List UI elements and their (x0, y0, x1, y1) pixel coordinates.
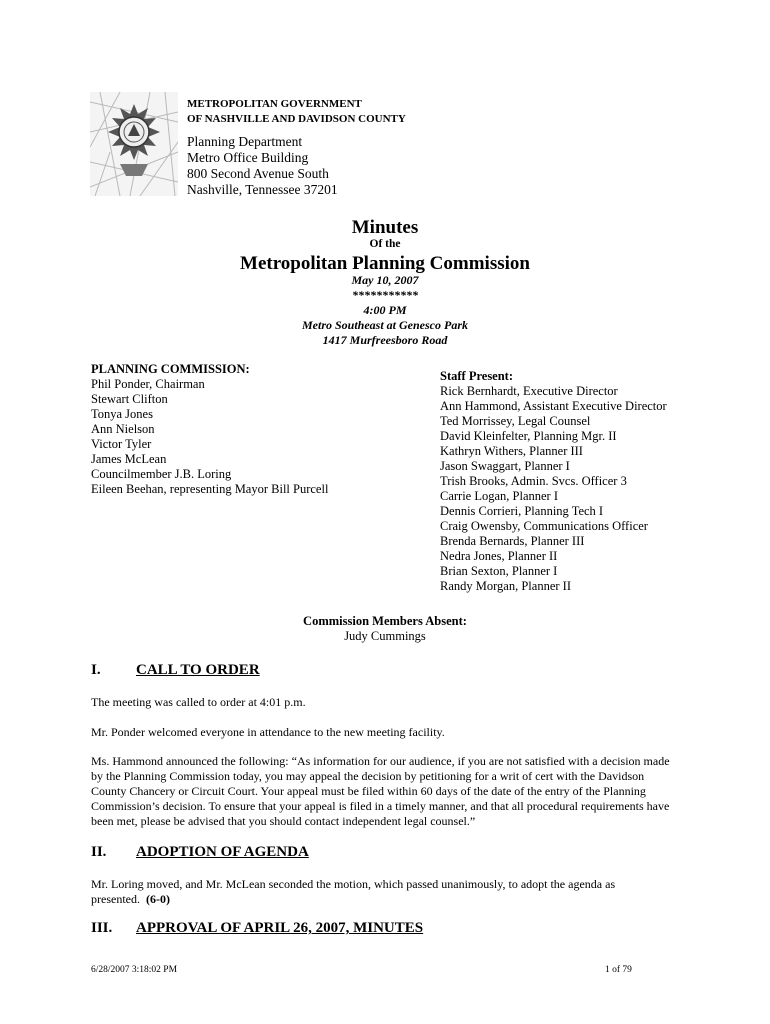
absent-heading: Commission Members Absent: (303, 614, 467, 628)
staff-member: Ted Morrissey, Legal Counsel (440, 414, 591, 428)
staff-member: Craig Owensby, Communications Officer (440, 519, 648, 533)
staff-member: Brenda Bernards, Planner III (440, 534, 585, 548)
separator-stars: *********** (352, 288, 418, 302)
commission-member: Ann Nielson (91, 422, 155, 436)
section-heading-adoption-of-agenda (91, 844, 309, 861)
vote-count: (6-0) (145, 892, 170, 906)
paragraph: Mr. Ponder welcomed everyone in attendance to the new meeting facility. (91, 725, 445, 739)
staff-member: Dennis Corrieri, Planning Tech I (440, 504, 604, 518)
org-line-1: METROPOLITAN GOVERNMENT (187, 98, 362, 110)
metro-seal-logo (90, 92, 178, 196)
commission-member: Eileen Beehan, representing Mayor Bill Purcell (91, 482, 329, 496)
staff-member: David Kleinfelter, Planning Mgr. II (440, 429, 617, 443)
doc-commission-name: Metropolitan Planning Commission (240, 253, 530, 274)
staff-member: Carrie Logan, Planner I (440, 489, 559, 503)
absent-member: Judy Cummings (344, 629, 426, 643)
paragraph (91, 877, 681, 907)
section-number: I. (91, 662, 101, 678)
commission-member: Phil Ponder, Chairman (91, 377, 205, 391)
commission-member: Victor Tyler (91, 437, 152, 451)
meeting-street: 1417 Murfreesboro Road (322, 333, 448, 347)
commission-member: Tonya Jones (91, 407, 153, 421)
paragraph-text: Mr. Loring moved, and Mr. McLean seconded the motion, which passed unanimously, to adopt the agenda as presented. (91, 877, 616, 906)
staff-member: Trish Brooks, Admin. Svcs. Officer 3 (440, 474, 627, 488)
address-line: Nashville, Tennessee 37201 (187, 182, 338, 197)
staff-member: Randy Morgan, Planner II (440, 579, 571, 593)
section-title: CALL TO ORDER (136, 662, 260, 678)
paragraph: The meeting was called to order at 4:01 p.m. (91, 695, 306, 709)
staff-member: Jason Swaggart, Planner I (440, 459, 570, 473)
org-name (187, 97, 406, 127)
staff-member: Nedra Jones, Planner II (440, 549, 558, 563)
org-line-2: OF NASHVILLE AND DAVIDSON COUNTY (187, 113, 406, 125)
staff-member: Rick Bernhardt, Executive Director (440, 384, 618, 398)
staff-member: Kathryn Withers, Planner III (440, 444, 583, 458)
commission-member: James McLean (91, 452, 167, 466)
footer-timestamp: 6/28/2007 3:18:02 PM (91, 965, 178, 975)
absent-block (0, 614, 770, 644)
meeting-date: May 10, 2007 (351, 273, 419, 287)
commission-list (91, 362, 328, 497)
section-title: ADOPTION OF AGENDA (136, 844, 309, 860)
meeting-time: 4:00 PM (363, 303, 407, 317)
doc-title-of-the: Of the (369, 238, 401, 250)
staff-list (440, 369, 667, 594)
section-heading-approval-of-minutes (91, 920, 423, 937)
meeting-details (0, 273, 770, 348)
address-line: Planning Department (187, 134, 303, 149)
staff-member: Ann Hammond, Assistant Executive Director (440, 399, 667, 413)
section-number: III. (91, 920, 113, 936)
staff-heading: Staff Present: (440, 369, 514, 383)
section-number: II. (91, 844, 107, 860)
address-line: 800 Second Avenue South (187, 166, 329, 181)
section-title: APPROVAL OF APRIL 26, 2007, MINUTES (136, 920, 424, 936)
section-heading-call-to-order (91, 662, 260, 679)
meeting-location: Metro Southeast at Genesco Park (301, 318, 468, 332)
address-line: Metro Office Building (187, 150, 309, 165)
paragraph: Ms. Hammond announced the following: “As information for our audience, if you are not satisfied with a decision made by the Planning Commission today, you may appeal the decision by petitioning for a writ of cert with the Davidson County Chancery or Circuit Court. Your appeal must be filed within 60 days of the date of the entry of the Planning Commission’s decision. To ensure that your appeal is filed in a timely manner, and that all procedural requirements have been met, please be advised that you should contact independent legal counsel.” (91, 754, 670, 828)
doc-title: Minutes (351, 217, 419, 238)
address-block (187, 134, 338, 198)
commission-heading: PLANNING COMMISSION: (91, 362, 250, 376)
footer-page-number: 1 of 79 (605, 965, 632, 975)
commission-member: Stewart Clifton (91, 392, 168, 406)
commission-member: Councilmember J.B. Loring (91, 467, 232, 481)
staff-member: Brian Sexton, Planner I (440, 564, 558, 578)
